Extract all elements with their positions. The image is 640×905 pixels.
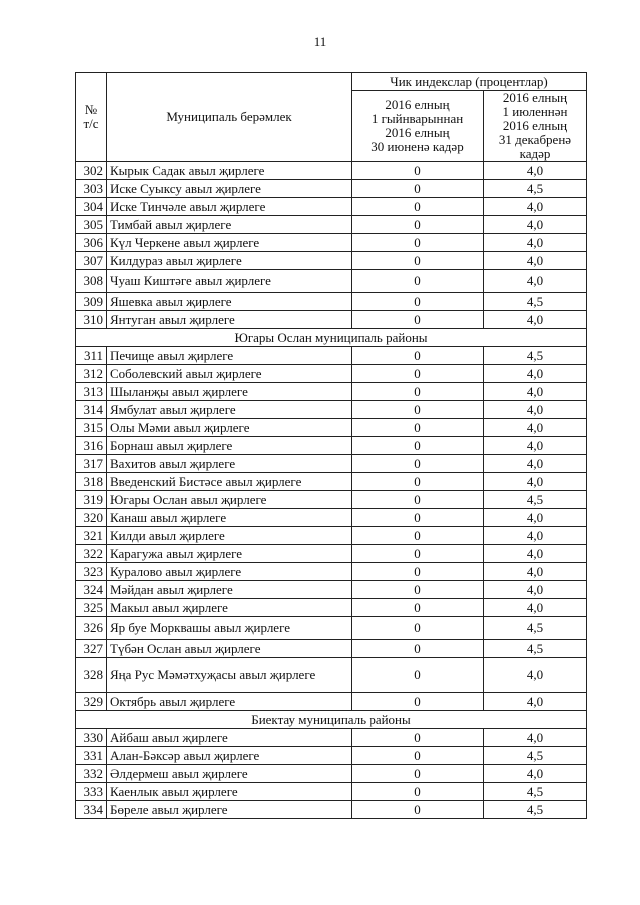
row-number: 315 [76,419,107,437]
index-period-2: 4,5 [484,293,587,311]
municipality-name: Югары Ослан авыл җирлеге [107,491,352,509]
index-period-2: 4,5 [484,347,587,365]
row-number: 324 [76,581,107,599]
index-period-1: 0 [352,473,484,491]
index-period-2: 4,0 [484,270,587,293]
table-row [76,765,587,783]
municipality-name: Соболевский авыл җирлеге [107,365,352,383]
table-row [76,383,587,401]
row-number: 334 [76,801,107,819]
table-row [76,347,587,365]
index-period-2: 4,0 [484,311,587,329]
index-period-2: 4,5 [484,491,587,509]
index-period-1: 0 [352,270,484,293]
municipality-name: Кырык Садак авыл җирлеге [107,162,352,180]
row-number: 308 [76,270,107,293]
index-period-2: 4,5 [484,801,587,819]
table-row [76,293,587,311]
index-period-2: 4,0 [484,563,587,581]
index-period-2: 4,0 [484,365,587,383]
municipality-name: Тимбай авыл җирлеге [107,216,352,234]
municipality-name: Яңа Рус Мәмәтхуҗасы авыл җирлеге [107,658,352,693]
header-period-2-line: 31 декабренә [498,132,572,147]
municipality-name: Каенлык авыл җирлеге [107,783,352,801]
header-period-1-line: 2016 елның [385,97,450,112]
municipality-name: Карагужа авыл җирлеге [107,545,352,563]
table-row [76,401,587,419]
table-row [76,216,587,234]
municipality-name: Бөреле авыл җирлеге [107,801,352,819]
page-number: 11 [313,34,327,49]
table-row [76,311,587,329]
index-period-1: 0 [352,658,484,693]
table-row [76,599,587,617]
municipality-name: Түбән Ослан авыл җирлеге [107,640,352,658]
index-period-1: 0 [352,801,484,819]
header-municipality: Муниципаль берәмлек [107,73,352,162]
table-row [76,581,587,599]
municipality-name: Ямбулат авыл җирлеге [107,401,352,419]
row-number: 329 [76,693,107,711]
index-period-1: 0 [352,527,484,545]
municipality-name: Яшевка авыл җирлеге [107,293,352,311]
section-row [76,711,587,729]
row-number: 313 [76,383,107,401]
index-period-2: 4,0 [484,198,587,216]
table-header [76,73,587,162]
index-period-1: 0 [352,455,484,473]
row-number: 311 [76,347,107,365]
table-row [76,747,587,765]
row-number: 319 [76,491,107,509]
index-period-2: 4,0 [484,729,587,747]
table-row [76,252,587,270]
row-number: 310 [76,311,107,329]
index-period-1: 0 [352,491,484,509]
index-period-2: 4,0 [484,599,587,617]
index-period-2: 4,0 [484,765,587,783]
index-period-1: 0 [352,563,484,581]
row-number: 305 [76,216,107,234]
table-body [76,162,587,819]
index-period-1: 0 [352,617,484,640]
header-period-2-line: 2016 елның [502,118,568,133]
index-period-2: 4,5 [484,783,587,801]
index-period-1: 0 [352,545,484,563]
municipality-name: Введенский Бистәсе авыл җирлеге [107,473,352,491]
index-period-1: 0 [352,162,484,180]
table-row [76,729,587,747]
index-period-2: 4,0 [484,527,587,545]
municipality-name: Мәйдан авыл җирлеге [107,581,352,599]
row-number: 322 [76,545,107,563]
header-period-1-line: 30 июненә кадәр [371,139,464,154]
table-row [76,162,587,180]
table-row [76,617,587,640]
index-period-2: 4,0 [484,455,587,473]
header-period-2 [484,91,587,162]
row-number: 304 [76,198,107,216]
index-period-2: 4,0 [484,234,587,252]
index-period-2: 4,0 [484,252,587,270]
header-period-1 [352,91,484,162]
index-period-2: 4,0 [484,162,587,180]
index-period-2: 4,0 [484,216,587,234]
index-period-2: 4,0 [484,419,587,437]
table-row [76,527,587,545]
index-period-1: 0 [352,581,484,599]
index-period-1: 0 [352,765,484,783]
municipality-name: Янтуган авыл җирлеге [107,311,352,329]
municipality-name: Октябрь авыл җирлеге [107,693,352,711]
row-number: 314 [76,401,107,419]
index-period-2: 4,0 [484,509,587,527]
row-number: 328 [76,658,107,693]
municipality-name: Печище авыл җирлеге [107,347,352,365]
index-period-1: 0 [352,383,484,401]
index-period-1: 0 [352,693,484,711]
municipality-name: Куралово авыл җирлеге [107,563,352,581]
table-row [76,473,587,491]
table-row [76,693,587,711]
header-period-1-line: 1 гыйнварыннан [371,111,464,126]
header-period-1-line: 2016 елның [385,125,450,140]
index-period-2: 4,0 [484,545,587,563]
municipality-name: Олы Мәми авыл җирлеге [107,419,352,437]
row-number: 306 [76,234,107,252]
row-number: 320 [76,509,107,527]
section-title: Биектау муниципаль районы [76,711,587,729]
municipality-name: Айбаш авыл җирлеге [107,729,352,747]
header-limit-indices: Чик индекслар (процентлар) [352,73,587,91]
table-row [76,180,587,198]
row-number: 303 [76,180,107,198]
index-period-2: 4,0 [484,581,587,599]
row-number: 331 [76,747,107,765]
index-period-2: 4,5 [484,617,587,640]
table-row [76,563,587,581]
index-period-2: 4,0 [484,473,587,491]
index-period-1: 0 [352,401,484,419]
table-row [76,783,587,801]
table-row [76,419,587,437]
index-period-1: 0 [352,640,484,658]
header-period-2-line: 2016 елның [502,90,568,105]
index-period-2: 4,0 [484,437,587,455]
row-number: 330 [76,729,107,747]
table-row [76,234,587,252]
header-number-line2: т/с [83,116,99,131]
row-number: 321 [76,527,107,545]
municipality-name: Иске Суыксу авыл җирлеге [107,180,352,198]
index-period-2: 4,0 [484,383,587,401]
table-row [76,640,587,658]
index-period-1: 0 [352,419,484,437]
row-number: 302 [76,162,107,180]
index-period-1: 0 [352,293,484,311]
index-period-1: 0 [352,729,484,747]
table-row [76,545,587,563]
row-number: 323 [76,563,107,581]
index-period-1: 0 [352,509,484,527]
row-number: 307 [76,252,107,270]
index-period-1: 0 [352,234,484,252]
municipality-name: Килдураз авыл җирлеге [107,252,352,270]
municipality-name: Алан-Бәксәр авыл җирлеге [107,747,352,765]
municipality-name: Чуаш Киштәге авыл җирлеге [107,270,352,293]
index-period-1: 0 [352,747,484,765]
row-number: 326 [76,617,107,640]
index-period-1: 0 [352,347,484,365]
row-number: 325 [76,599,107,617]
table-row [76,437,587,455]
section-row [76,329,587,347]
header-number-line1: № [84,102,98,117]
municipal-index-table [75,72,587,819]
index-period-1: 0 [352,180,484,198]
municipality-name: Килди авыл җирлеге [107,527,352,545]
table-row [76,801,587,819]
index-period-1: 0 [352,252,484,270]
table-row [76,365,587,383]
municipality-name: Иске Тинчәле авыл җирлеге [107,198,352,216]
index-period-2: 4,5 [484,747,587,765]
row-number: 309 [76,293,107,311]
index-period-1: 0 [352,365,484,383]
municipality-name: Вахитов авыл җирлеге [107,455,352,473]
index-period-2: 4,5 [484,180,587,198]
municipality-name: Яр буе Морквашы авыл җирлеге [107,617,352,640]
table-row [76,658,587,693]
municipality-name: Шыланҗы авыл җирлеге [107,383,352,401]
table-row [76,455,587,473]
row-number: 317 [76,455,107,473]
table-row [76,270,587,293]
municipality-name: Канаш авыл җирлеге [107,509,352,527]
header-period-2-line: 1 июленнән [502,104,568,119]
index-period-1: 0 [352,198,484,216]
index-period-1: 0 [352,599,484,617]
row-number: 327 [76,640,107,658]
header-period-2-line: кадәр [519,146,551,161]
row-number: 318 [76,473,107,491]
index-period-1: 0 [352,216,484,234]
municipality-name: Әлдермеш авыл җирлеге [107,765,352,783]
index-period-2: 4,0 [484,658,587,693]
index-period-2: 4,0 [484,693,587,711]
table-row [76,491,587,509]
row-number: 333 [76,783,107,801]
header-number [76,73,107,162]
row-number: 332 [76,765,107,783]
index-period-2: 4,5 [484,640,587,658]
row-number: 316 [76,437,107,455]
row-number: 312 [76,365,107,383]
municipality-name: Күл Черкене авыл җирлеге [107,234,352,252]
index-period-1: 0 [352,783,484,801]
municipality-name: Борнаш авыл җирлеге [107,437,352,455]
index-period-2: 4,0 [484,401,587,419]
table-row [76,198,587,216]
section-title: Югары Ослан муниципаль районы [76,329,587,347]
index-period-1: 0 [352,437,484,455]
municipality-name: Макыл авыл җирлеге [107,599,352,617]
table-row [76,509,587,527]
index-period-1: 0 [352,311,484,329]
